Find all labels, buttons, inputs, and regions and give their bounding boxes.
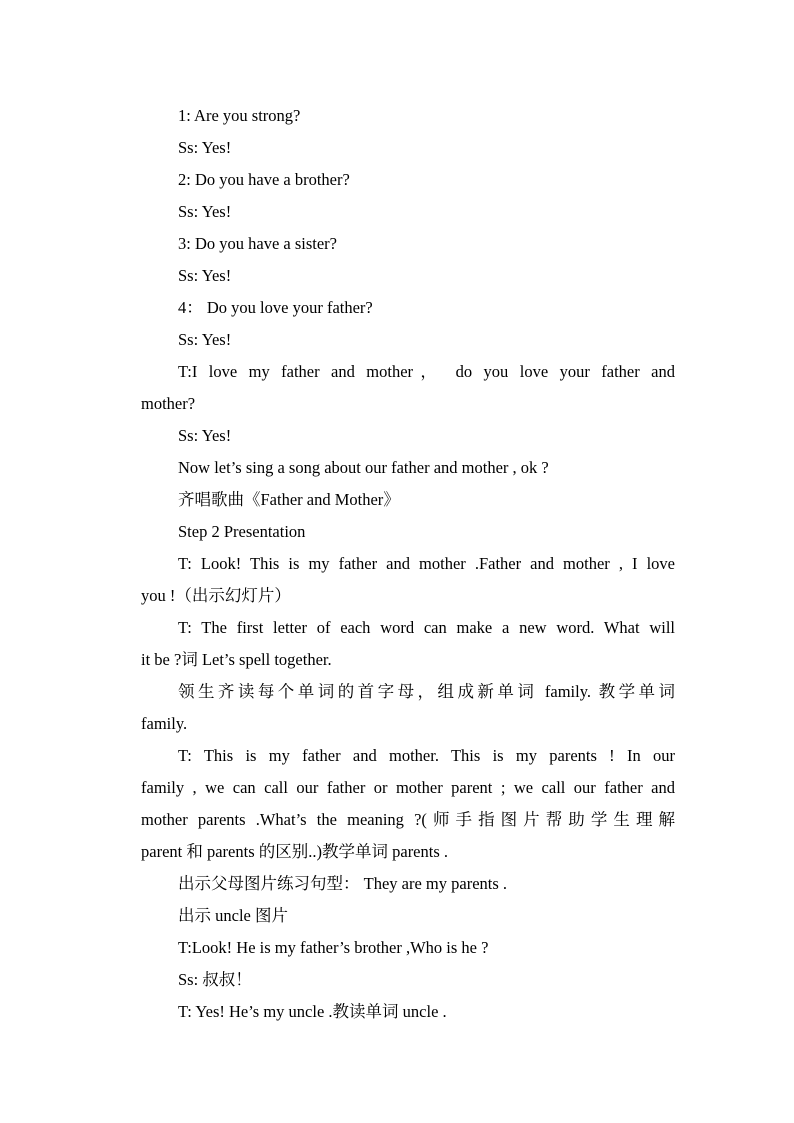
family-instruction-cont: family. [141,714,188,733]
teacher-line-look-cont: you !（出示幻灯片） [141,586,291,605]
question-3: 3: Do you have a sister? [178,234,337,253]
parents-picture-practice: 出示父母图片练习句型： They are my parents . [178,874,508,893]
teacher-line-parents: T: This is my father and mother. This is my parents ! In our [178,746,675,765]
answer-2: Ss: Yes! [178,202,232,221]
answer-3: Ss: Yes! [178,266,232,285]
teacher-line-uncle-answer: T: Yes! He’s my uncle .教读单词 uncle . [178,1002,447,1021]
teacher-line-first-letter: T: The first letter of each word can make a new word. What will [178,618,675,637]
teacher-line-parents-cont-1: family , we can call our father or mother parent ; we call our father and [141,778,675,797]
teacher-line-love-parents: T:I love my father and mother， do you love your father and [178,362,675,381]
family-instruction: 领生齐读每个单词的首字母，组成新单词 family. 教学单词 [178,682,675,701]
question-1: 1: Are you strong? [178,106,301,125]
sing-song-instruction: 齐唱歌曲《Father and Mother》 [178,490,400,509]
question-4: 4： Do you love your father? [178,298,373,317]
teacher-line-parents-cont-2: mother parents .What’s the meaning ?(师手指图片帮助学生理解 [141,810,675,829]
teacher-line-parents-cont-3: parent 和 parents 的区别..)教学单词 parents . [141,842,449,861]
teacher-line-first-letter-cont: it be ?词 Let’s spell together. [141,650,332,669]
song-prompt: Now let’s sing a song about our father and mother , ok ? [178,458,549,477]
lesson-text [141,100,675,1028]
answer-4: Ss: Yes! [178,330,232,349]
teacher-line-love-parents-cont: mother? [141,394,196,413]
answer-1: Ss: Yes! [178,138,232,157]
answer-5: Ss: Yes! [178,426,232,445]
teacher-line-look: T: Look! This is my father and mother .Father and mother , I love [178,554,675,573]
teacher-line-uncle-question: T:Look! He is my father’s brother ,Who is he ? [178,938,489,957]
step-2-heading: Step 2 Presentation [178,522,306,541]
question-2: 2: Do you have a brother? [178,170,350,189]
answer-uncle: Ss: 叔叔！ [178,970,252,989]
uncle-picture-instruction: 出示 uncle 图片 [178,906,288,925]
